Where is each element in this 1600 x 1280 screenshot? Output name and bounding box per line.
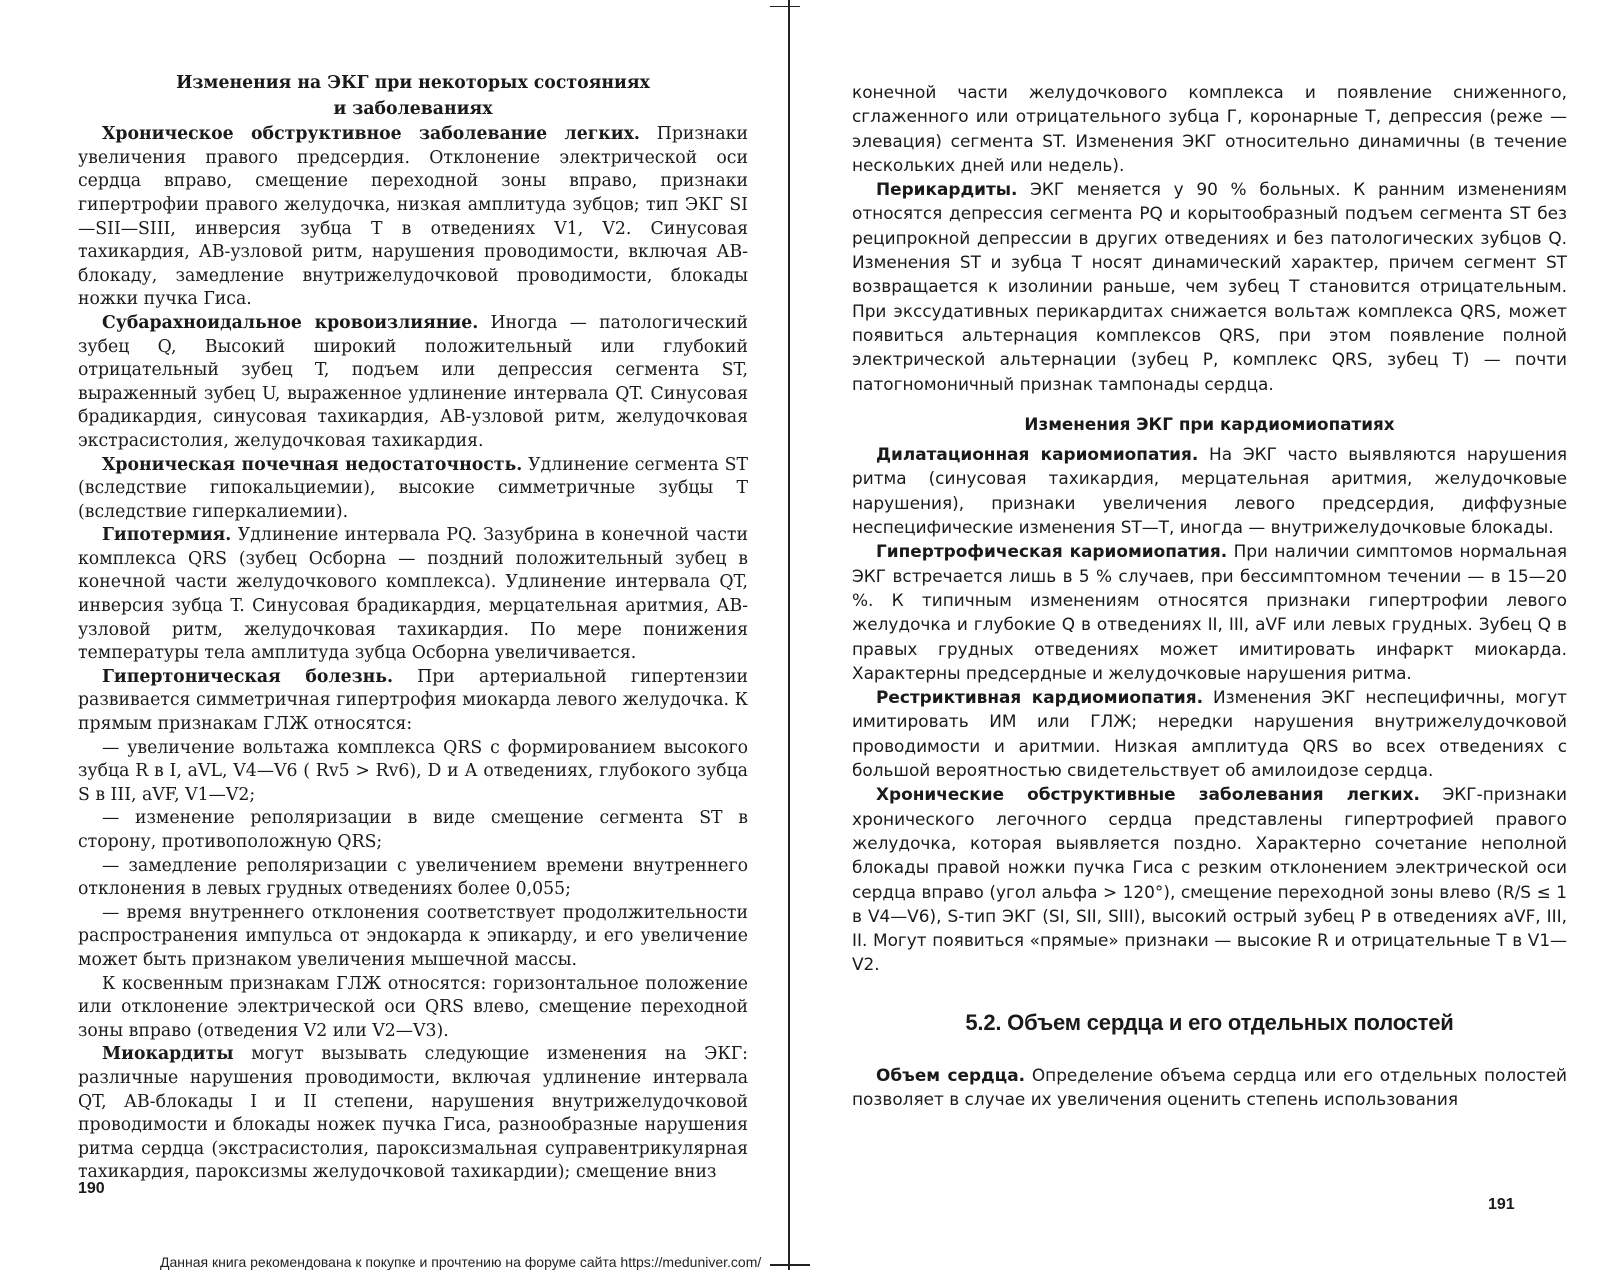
- paragraph-lead: Хроническое обструктивное заболевание легких.: [102, 124, 640, 145]
- paragraph: [852, 539, 1567, 685]
- book-spine: [788, 0, 790, 1270]
- paragraph: [78, 737, 748, 808]
- paragraph-lead: Хроническая почечная недостаточность.: [102, 454, 523, 475]
- paragraph-text: К косвенным признакам ГЛЖ относятся: горизонтальное положение или отклонение электрической оси QRS влево, смещение переходной зоны вправо (отведения V2 или V2—V3).: [78, 973, 748, 1041]
- left-heading-line1: Изменения на ЭКГ при некоторых состояниях: [176, 73, 650, 93]
- footer-note: Данная книга рекомендована к покупке и прочтению на форуме сайта https://meduniver.com/: [160, 1254, 762, 1270]
- paragraph-lead: Гипотермия.: [102, 525, 232, 546]
- paragraph-text: — время внутреннего отклонения соответствует продолжительности распространения импульса от эндокарда к эпикарду, и его увеличение может быть признаком увеличения мышечной массы.: [78, 902, 748, 970]
- paragraph-text: ЭКГ-признаки хронического легочного сердца представлены гипертрофией правого желудочка, которая выявляется поздно. Характерно сочетание неполной блокады правой ножки пучка Гиса с резким отклонением электрической оси сердца вправо (угол альфа > 120°), смещение переходной зоны влево (R/S ≤ 1 в V4—V6), S-тип ЭКГ (SI, SII, SIII), высокий острый зубец P в отведениях aVF, III, II. Могут появиться «прямые» признаки — высокие R и отрицательные T в V1—V2.: [852, 784, 1567, 975]
- paragraph: [78, 973, 748, 1044]
- paragraph: [78, 123, 748, 312]
- paragraph: [78, 1043, 748, 1185]
- paragraph: [78, 454, 748, 525]
- right-text-column: [852, 80, 1567, 1112]
- left-text-column: [78, 72, 748, 1185]
- paragraph: [78, 312, 748, 454]
- paragraph-lead: Гипертрофическая кариомиопатия.: [876, 541, 1228, 562]
- paragraph-text: На ЭКГ часто выявляются нарушения ритма (синусовая тахикардия, мерцательная аритмия, желудочковые нарушения), признаки увеличения левого предсердия, диффузные неспецифические изменения ST—T, иногда — внутрижелудочковые блокады.: [852, 444, 1567, 538]
- left-heading-line2: и заболеваниях: [333, 98, 493, 119]
- paragraph-text: Определение объема сердца или его отдельных полостей позволяет в случае их увеличения оценить степень использования: [852, 1064, 1567, 1110]
- section-title: 5.2. Объем сердца и его отдельных полостей: [965, 1009, 1454, 1035]
- paragraph-lead: Хронические обструктивные заболевания легких.: [876, 784, 1420, 805]
- paragraph: [78, 902, 748, 973]
- paragraph: [78, 855, 748, 902]
- right-page: [800, 0, 1600, 1280]
- left-page-number: 190: [78, 1180, 105, 1197]
- paragraph-text: Удлинение интервала PQ. Зазубрина в конечной части комплекса QRS (зубец Осборна — поздний положительный зубец в конечной части желудочкового комплекса). Удлинение интервала QT, инверсия зубца T. Синусовая брадикардия, мерцательная аритмия, АВ-узловой ритм, желудочковая тахикардия. По мере понижения температуры тела амплитуда зубца Осборна увеличивается.: [78, 525, 748, 664]
- paragraph-text: Иногда — патологический зубец Q, Высокий широкий положительный или глубокий отрицательный зубец T, подъем или депрессия сегмента ST, выраженный зубец U, выраженное удлинение интервала QT. Синусовая брадикардия, синусовая тахикардия, АВ-узловой ритм, желудочковая экстрасистолия, желудочковая тахикардия.: [78, 312, 748, 451]
- paragraph: [852, 442, 1567, 539]
- paragraph: [852, 782, 1567, 976]
- paragraph-lead: Перикардиты.: [876, 179, 1018, 200]
- paragraph-text: Признаки увеличения правого предсердия. Отклонение электрической оси сердца вправо, смещение переходной зоны вправо, признаки гипертрофии правого желудочка, низкая амплитуда зубцов; тип ЭКГ SI—SII—SIII, инверсия зубца T в отведениях V1, V2. Синусовая тахикардия, АВ-узловой ритм, нарушения проводимости, включая АВ-блокаду, замедление внутрижелудочковой проводимости, блокады ножки пучка Гиса.: [78, 124, 748, 310]
- paragraph-lead: Дилатационная кариомиопатия.: [876, 444, 1199, 465]
- paragraph-lead: Объем сердца.: [876, 1064, 1026, 1085]
- paragraph-lead: Субарахноидальное кровоизлияние.: [102, 312, 479, 333]
- paragraph-text: Изменения ЭКГ неспецифичны, могут имитировать ИМ или ГЛЖ; нередки нарушения внутрижелудочковой проводимости и аритмии. Низкая амплитуда QRS во всех отведениях с большой вероятностью свидетельствует об амилоидозе сердца.: [852, 687, 1567, 781]
- paragraph-text: ЭКГ меняется у 90 % больных. К ранним изменениям относятся депрессия сегмента PQ и корытообразный подъем сегмента ST без реципрокной депрессии в других отведениях и без патологических зубцов Q. Изменения ST и зубца T носят динамический характер, причем сегмент ST возвращается к изолинии раньше, чем зубец T становится отрицательным. При экссудативных перикардитах снижается вольтаж комплекса QRS, может появиться альтернация комплексов QRS, при этом появление полной электрической альтернации (зубец P, комплекс QRS, зубец T) — почти патогномоничный признак тампонады сердца.: [852, 179, 1567, 394]
- paragraph-lead: Рестриктивная кардиомиопатия.: [876, 687, 1203, 708]
- paragraph: [852, 177, 1567, 396]
- paragraph-text: При наличии симптомов нормальная ЭКГ встречается лишь в 5 % случаев, при бессимптомном течении — в 15—20 %. К типичным изменениям относятся признаки гипертрофии левого желудочка и глубокие Q в отведениях II, III, aVF или левых грудных. Зубец Q в правых грудных отведениях может имитировать инфаркт миокарда. Характерны предсердные и желудочковые нарушения ритма.: [852, 541, 1567, 683]
- left-paragraphs: [78, 123, 748, 1185]
- paragraph-text: При артериальной гипертензии развивается симметричная гипертрофия миокарда левого желудочка. К прямым признакам ГЛЖ относятся:: [78, 666, 748, 735]
- right-paragraphs-b: [852, 442, 1567, 977]
- paragraph: [852, 685, 1567, 782]
- paragraph-text: — замедление реполяризации с увеличением времени внутреннего отклонения в левых грудных отведениях более 0,055;: [78, 855, 748, 900]
- paragraph-lead: Миокардиты: [102, 1044, 234, 1065]
- paragraph: [78, 666, 748, 737]
- right-page-number: 191: [1488, 1196, 1515, 1213]
- right-paragraphs-a: [852, 177, 1567, 396]
- paragraph-text: Удлинение сегмента ST (вследствие гипокальциемии), высокие симметричные зубцы T (вследствие гиперкалиемии).: [78, 454, 748, 522]
- right-last-paragraph: [852, 1063, 1567, 1112]
- paragraph-text: могут вызывать следующие изменения на ЭКГ: различные нарушения проводимости, включая удлинение интервала QT, АВ-блокады I и II степени, нарушения внутрижелудочковой проводимости и блокады ножек пучка Гиса, разнообразные нарушения ритма сердца (экстрасистолия, пароксизмальная суправентрикулярная тахикардия, пароксизмы желудочковой тахикардии); смещение вниз: [78, 1044, 748, 1183]
- paragraph-text: — изменение реполяризации в виде смещение сегмента ST в сторону, противоположную QRS;: [78, 808, 748, 852]
- paragraph-text: — увеличение вольтажа комплекса QRS с формированием высокого зубца R в I, aVL, V4—V6 ( Rv5 > Rv6), D и А отведениях, глубокого зубца S в III, aVF, V1—V2;: [78, 737, 748, 805]
- left-page: [0, 0, 790, 1280]
- paragraph-lead: Гипертоническая болезнь.: [102, 666, 394, 687]
- paragraph: [78, 807, 748, 854]
- right-intro-paragraph: конечной части желудочкового комплекса и появление сниженного, сглаженного или отрицательного зубца Г, коронарные T, депрессия (реже — элевация) сегмента ST. Изменения ЭКГ относительно динамичны (в течение нескольких дней или недель).: [852, 82, 1567, 175]
- paragraph: [78, 524, 748, 666]
- right-subheading: Изменения ЭКГ при кардиомиопатиях: [1024, 413, 1395, 434]
- spine-top-mark: [770, 6, 800, 7]
